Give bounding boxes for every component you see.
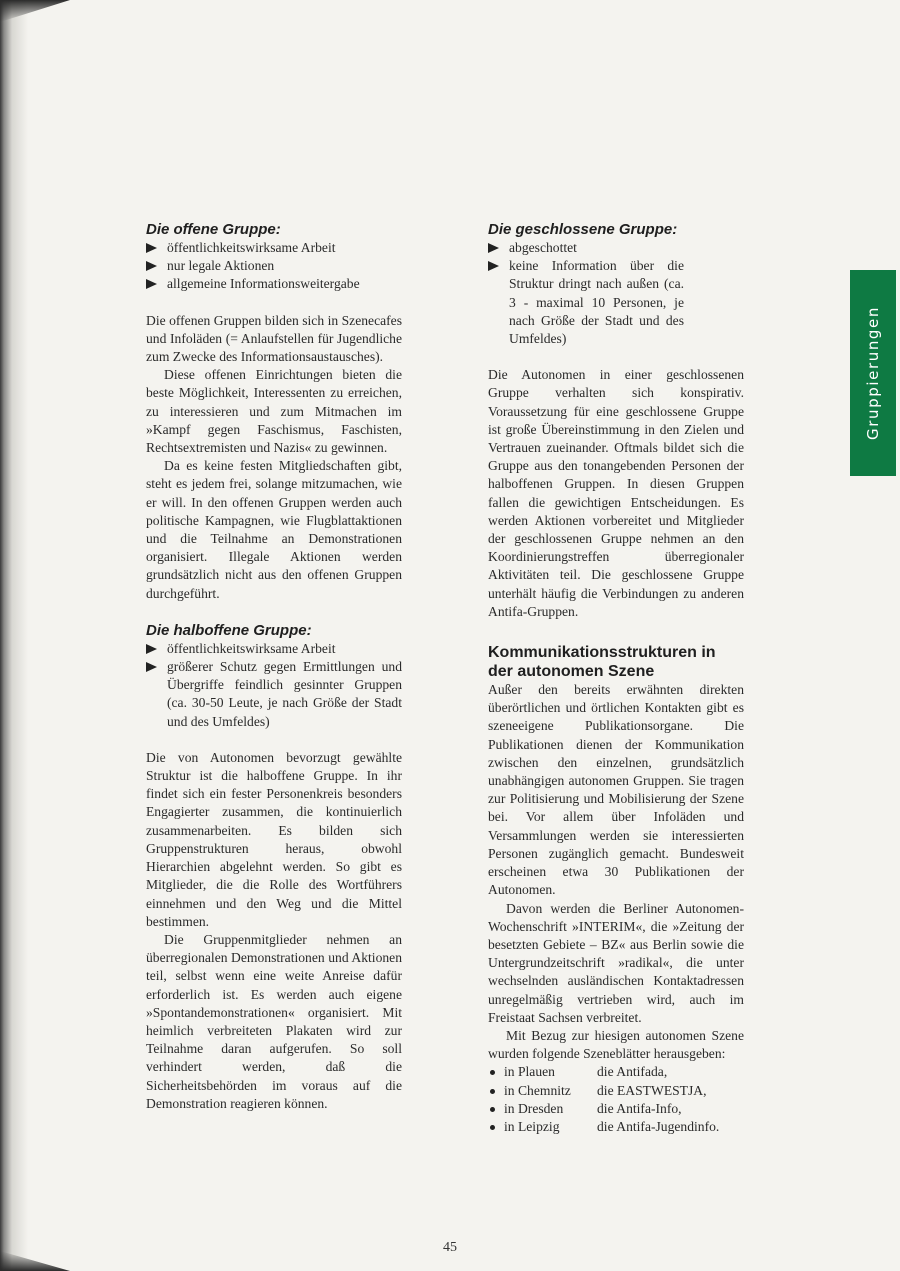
offene-gruppe-heading: Die offene Gruppe: xyxy=(146,221,281,238)
offene-gruppe-points xyxy=(146,239,402,294)
list-item: öffentlichkeitswirksame Arbeit xyxy=(146,239,402,257)
list-item: in Chemnitz die EASTWESTJA, xyxy=(488,1082,744,1100)
page-number: 45 xyxy=(443,1240,457,1255)
body-paragraph: Die offenen Gruppen bilden sich in Szenecafes und Infoläden (= Anlaufstellen für Jugendliche zum Zwecke des Informationsaustausches). xyxy=(146,312,402,365)
arrow-icon xyxy=(488,243,499,253)
list-item: öffentlichkeitswirksame Arbeit xyxy=(146,640,402,658)
body-paragraph: Die Autonomen in einer geschlossenen Gruppe verhalten sich konspirativ. Voraussetzung für eine geschlossene Gruppe ist große Übereinstimmung in den Zielen und Vertrauen zueinander. Oftmals bildet sich die Gruppe aus den tonangebenden Personen der halboffenen Gruppen. In diesen Gruppen fallen die gewichtigen Entscheidungen. Es werden Aktionen vorbereitet und Mitglieder der geschlossenen Gruppe nehmen an den Koordinierungstreffen überregionaler Aktivitäten teil. Die geschlossene Gruppe unterhält häufig die Verbindungen zu anderen Antifa-Gruppen. xyxy=(488,367,744,619)
list-item: nur legale Aktionen xyxy=(146,257,402,275)
body-paragraph: Mit Bezug zur hiesigen autonomen Szene wurden folgende Szeneblätter herausgeben: xyxy=(488,1027,744,1062)
bullet-icon xyxy=(490,1125,495,1130)
body-paragraph: Die von Autonomen bevorzugt gewählte Struktur ist die halboffene Gruppe. In ihr findet sich ein fester Personenkreis besonders Engagierter zusammen, die kontinuierlich zusammenarbeiten. Es bilden sich Gruppenstrukturen heraus, obwohl Hierarchien abgelehnt werden. So gibt es Mitglieder, die die Rolle des Wortführers einnehmen und den Weg und die Mittel bestimmen. xyxy=(146,749,402,929)
body-paragraph: Davon werden die Berliner Autonomen-Wochenschrift »INTERIM«, die »Zeitung der besetzten Gebiete – BZ« aus Berlin sowie die Untergrundzeitschrift »radikal«, die unter wechselnden ausländischen Kontaktadressen unregelmäßig vertrieben wird, auch im Freistaat Sachsen verbreitet. xyxy=(488,900,744,1025)
list-item: keine Information über die Struktur dringt nach außen (ca. 3 - maximal 10 Personen, je nach Größe der Stadt und des Umfeldes) xyxy=(488,257,744,348)
list-item: abgeschottet xyxy=(488,239,744,257)
arrow-icon xyxy=(146,662,157,672)
list-item: in Plauen die Antifada, xyxy=(488,1063,744,1081)
page-corner-top xyxy=(0,0,70,22)
arrow-icon xyxy=(488,261,499,271)
halboffene-gruppe-heading: Die halboffene Gruppe: xyxy=(146,621,312,639)
geschlossene-gruppe-heading: Die geschlossene Gruppe: xyxy=(488,221,678,238)
body-paragraph: Diese offenen Einrichtungen bieten die beste Möglichkeit, Interessenten zu erreichen, zu interessieren und zum Mitmachen im »Kampf gegen Faschismus, Faschisten, Rechtsextremisten und Nazis« zu gewinnen. xyxy=(146,367,402,456)
list-item: in Leipzig die Antifa-Jugendinfo. xyxy=(488,1118,744,1136)
szeneblaetter-list xyxy=(488,1063,744,1136)
list-item: allgemeine Informationsweitergabe xyxy=(146,275,402,293)
body-paragraph: Da es keine festen Mitgliedschaften gibt, steht es jedem frei, solange mitzumachen, wie er will. In den offenen Gruppen werden auch politische Kampagnen, wie Flugblattaktionen und die Teilnahme an Demonstrationen organisiert. Illegale Aktionen werden grundsätzlich nicht aus den offenen Gruppen durchgeführt. xyxy=(146,458,402,601)
kommunikationsstrukturen-heading: Kommunikationsstrukturen in der autonomen Szene xyxy=(488,644,716,681)
section-tab xyxy=(850,270,896,476)
halboffene-gruppe-points xyxy=(146,640,402,731)
arrow-icon xyxy=(146,279,157,289)
geschlossene-gruppe-points xyxy=(488,239,744,348)
binding-shadow xyxy=(0,0,28,1271)
left-column xyxy=(146,220,402,1113)
body-paragraph: Außer den bereits erwähnten direkten überörtlichen und örtlichen Kontakten gibt es szeneeigene Publikationsorgane. Die Publikationen dienen der Kommunikation zwischen den einzelnen, grundsätzlich unabhängigen autonomen Gruppen. Sie tragen zur Politisierung und Mobilisierung der Szene bei. Vor allem über Infoläden und Versammlungen werden sie interessierten Personen zugänglich gemacht. Bundesweit erscheinen etwa 30 Publikationen der Autonomen. xyxy=(488,682,744,898)
arrow-icon xyxy=(146,243,157,253)
body-paragraph: Die Gruppenmitglieder nehmen an überregionalen Demonstrationen und Aktionen teil, selbst wenn eine weite Anreise dafür erforderlich ist. Es werden auch eigene »Spontandemonstrationen« organisiert. Mit heimlich verbreiteten Plakaten wird zur Teilnahme daran aufgerufen. So soll verhindert werden, daß die Sicherheitsbehörden im voraus auf die Demonstration reagieren können. xyxy=(146,931,402,1111)
right-column xyxy=(488,220,744,1136)
section-tab-label: Gruppierungen xyxy=(864,306,882,440)
bullet-icon xyxy=(490,1089,495,1094)
bullet-icon xyxy=(490,1107,495,1112)
arrow-icon xyxy=(146,644,157,654)
list-item: größerer Schutz gegen Ermittlungen und Übergriffe feindlich gesinnter Gruppen (ca. 30-50 Leute, je nach Größe der Stadt und des Umfeldes) xyxy=(146,658,402,731)
bullet-icon xyxy=(490,1070,495,1075)
arrow-icon xyxy=(146,261,157,271)
list-item: in Dresden die Antifa-Info, xyxy=(488,1100,744,1118)
